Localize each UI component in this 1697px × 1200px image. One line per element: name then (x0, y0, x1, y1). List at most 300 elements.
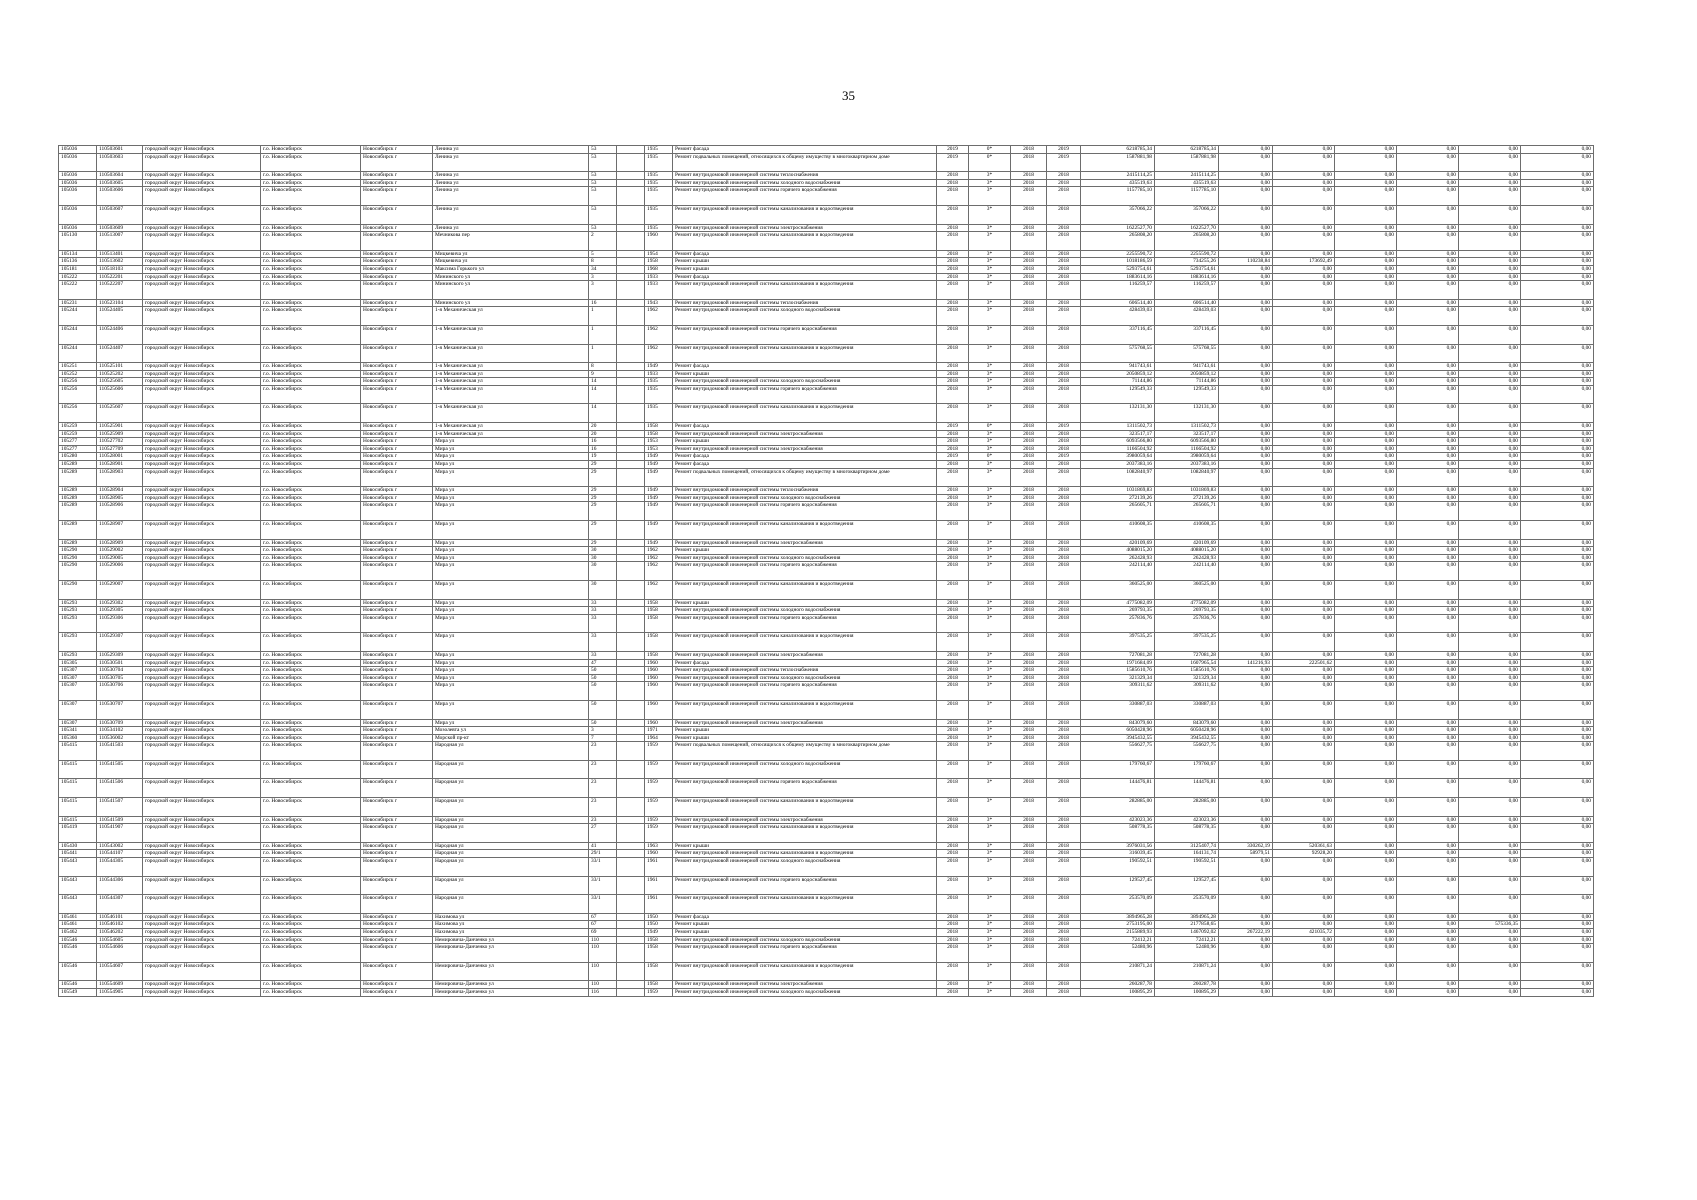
cell-build-year: 1959 (645, 760, 673, 779)
cell-start-year: 2018 (1011, 554, 1047, 562)
cell-amount-c: 0,00 (1335, 539, 1397, 547)
cell-building (617, 404, 645, 423)
table-row (59, 385, 1594, 404)
cell-row-id: 105289 (59, 494, 97, 502)
table-row (59, 614, 1594, 633)
cell-build-year: 1958 (645, 944, 673, 963)
table-row (59, 430, 1594, 438)
cell-work-code: 110503605 (97, 179, 143, 187)
cell-total-cost: 330887,03 (1081, 700, 1155, 719)
cell-amount-c: 0,00 (1335, 562, 1397, 581)
cell-district: г.о. Новосибирск (261, 187, 361, 206)
cell-start-year: 2018 (1011, 179, 1047, 187)
cell-amount-f: 0,00 (1521, 858, 1594, 877)
cell-total-cost: 72412,21 (1081, 936, 1155, 944)
cell-total-cost: 1971684,09 (1081, 659, 1155, 667)
cell-building (617, 146, 645, 154)
cell-amount-b: 0,00 (1273, 562, 1335, 581)
cell-amount-d: 0,00 (1397, 921, 1459, 929)
cell-plan-year: 2018 (937, 734, 969, 742)
cell-row-id: 105443 (59, 895, 97, 914)
cell-mark: 3* (969, 179, 1011, 187)
cell-work-code: 110554605 (97, 936, 143, 944)
cell-mark: 3* (969, 929, 1011, 937)
cell-work-code: 110528909 (97, 539, 143, 547)
cell-street: Немировича-Данченко ул (433, 936, 589, 944)
cell-start-year: 2018 (1011, 232, 1047, 251)
cell-amount-a: 0,00 (1219, 667, 1273, 675)
cell-amount-f: 0,00 (1521, 682, 1594, 701)
cell-end-year: 2018 (1047, 547, 1081, 555)
cell-work-code: 110525101 (97, 363, 143, 371)
cell-municipality: городской округ Новосибирск (143, 580, 261, 599)
cell-start-year: 2018 (1011, 281, 1047, 300)
cell-amount-f: 0,00 (1521, 734, 1594, 742)
cell-amount-b: 0,00 (1273, 146, 1335, 154)
cell-amount-d: 0,00 (1397, 651, 1459, 659)
cell-district: г.о. Новосибирск (261, 265, 361, 273)
cell-building (617, 798, 645, 817)
cell-city: Новосибирск г (361, 423, 433, 431)
cell-amount-b: 0,00 (1273, 273, 1335, 281)
cell-end-year: 2018 (1047, 936, 1081, 944)
cell-amount-c: 0,00 (1335, 734, 1397, 742)
cell-amount-f: 0,00 (1521, 700, 1594, 719)
cell-work-type: Ремонт внутридомовой инженерной системы электроснабжения (673, 981, 937, 989)
cell-build-year: 1949 (645, 468, 673, 487)
cell-amount-f: 0,00 (1521, 281, 1594, 300)
cell-total-cost: 410608,35 (1081, 521, 1155, 540)
cell-district: г.о. Новосибирск (261, 438, 361, 446)
cell-house-number: 29/1 (589, 850, 617, 858)
cell-work-type: Ремонт внутридомовой инженерной системы горячего водоснабжения (673, 187, 937, 206)
cell-row-id: 105293 (59, 633, 97, 652)
cell-work-type: Ремонт внутридомовой инженерной системы электроснабжения (673, 816, 937, 824)
cell-mark: 3* (969, 438, 1011, 446)
cell-build-year: 1949 (645, 929, 673, 937)
cell-amount-c: 0,00 (1335, 232, 1397, 251)
cell-end-year: 2018 (1047, 404, 1081, 423)
cell-municipality: городской округ Новосибирск (143, 224, 261, 232)
cell-municipality: городской округ Новосибирск (143, 659, 261, 667)
cell-building (617, 858, 645, 877)
cell-row-id: 105341 (59, 727, 97, 735)
cell-amount-d: 0,00 (1397, 404, 1459, 423)
cell-fund-sum: 3125407,74 (1155, 842, 1219, 850)
cell-amount-c: 0,00 (1335, 936, 1397, 944)
cell-work-code: 110530705 (97, 674, 143, 682)
cell-building (617, 633, 645, 652)
cell-district: г.о. Новосибирск (261, 385, 361, 404)
cell-amount-b: 222501,62 (1273, 659, 1335, 667)
cell-city: Новосибирск г (361, 438, 433, 446)
cell-mark: 3* (969, 936, 1011, 944)
cell-building (617, 988, 645, 996)
cell-city: Новосибирск г (361, 539, 433, 547)
cell-house-number: 33 (589, 614, 617, 633)
cell-plan-year: 2018 (937, 719, 969, 727)
cell-build-year: 1958 (645, 430, 673, 438)
cell-build-year: 1963 (645, 842, 673, 850)
cell-municipality: городской округ Новосибирск (143, 962, 261, 981)
cell-house-number: 2 (589, 232, 617, 251)
cell-start-year: 2018 (1011, 850, 1047, 858)
cell-mark: 0* (969, 153, 1011, 172)
cell-city: Новосибирск г (361, 187, 433, 206)
cell-municipality: городской округ Новосибирск (143, 633, 261, 652)
cell-total-cost: 3976031,56 (1081, 842, 1155, 850)
cell-plan-year: 2018 (937, 430, 969, 438)
cell-fund-sum: 4775082,09 (1155, 599, 1219, 607)
cell-amount-c: 0,00 (1335, 667, 1397, 675)
cell-amount-b: 0,00 (1273, 265, 1335, 273)
cell-building (617, 614, 645, 633)
cell-row-id: 105289 (59, 539, 97, 547)
cell-district: г.о. Новосибирск (261, 824, 361, 843)
cell-amount-b: 0,00 (1273, 667, 1335, 675)
cell-total-cost: 2415114,25 (1081, 172, 1155, 180)
cell-municipality: городской округ Новосибирск (143, 438, 261, 446)
cell-amount-c: 0,00 (1335, 614, 1397, 633)
cell-work-code: 110503607 (97, 205, 143, 224)
cell-amount-b: 0,00 (1273, 461, 1335, 469)
cell-fund-sum: 5293754,61 (1155, 265, 1219, 273)
table-row (59, 798, 1594, 817)
cell-amount-f: 0,00 (1521, 378, 1594, 386)
cell-district: г.о. Новосибирск (261, 936, 361, 944)
cell-mark: 3* (969, 988, 1011, 996)
cell-city: Новосибирск г (361, 250, 433, 258)
cell-total-cost: 144476,81 (1081, 779, 1155, 798)
cell-city: Новосибирск г (361, 599, 433, 607)
cell-amount-d: 0,00 (1397, 232, 1459, 251)
cell-amount-c: 0,00 (1335, 430, 1397, 438)
cell-amount-e: 0,00 (1459, 232, 1521, 251)
cell-street: Мира ул (433, 539, 589, 547)
cell-fund-sum: 397535,25 (1155, 633, 1219, 652)
cell-amount-c: 0,00 (1335, 816, 1397, 824)
cell-work-code: 110530707 (97, 700, 143, 719)
cell-work-type: Ремонт внутридомовой инженерной системы теплоснабжения (673, 667, 937, 675)
cell-row-id: 105307 (59, 674, 97, 682)
cell-house-number: 110 (589, 936, 617, 944)
cell-house-number: 20 (589, 423, 617, 431)
table-row (59, 487, 1594, 495)
cell-plan-year: 2018 (937, 273, 969, 281)
cell-amount-f: 0,00 (1521, 521, 1594, 540)
cell-amount-f: 0,00 (1521, 633, 1594, 652)
cell-plan-year: 2018 (937, 876, 969, 895)
cell-amount-f: 0,00 (1521, 651, 1594, 659)
cell-amount-c: 0,00 (1335, 850, 1397, 858)
cell-end-year: 2018 (1047, 325, 1081, 344)
cell-start-year: 2018 (1011, 325, 1047, 344)
cell-build-year: 1958 (645, 633, 673, 652)
cell-work-type: Ремонт внутридомовой инженерной системы канализования и водоотведения (673, 521, 937, 540)
cell-end-year: 2018 (1047, 461, 1081, 469)
cell-building (617, 895, 645, 914)
cell-amount-f: 0,00 (1521, 146, 1594, 154)
cell-amount-b: 173692,49 (1273, 258, 1335, 266)
cell-city: Новосибирск г (361, 682, 433, 701)
cell-work-type: Ремонт внутридомовой инженерной системы горячего водоснабжения (673, 325, 937, 344)
cell-start-year: 2018 (1011, 988, 1047, 996)
cell-municipality: городской округ Новосибирск (143, 547, 261, 555)
cell-amount-e: 0,00 (1459, 779, 1521, 798)
cell-amount-b: 0,00 (1273, 423, 1335, 431)
cell-work-type: Ремонт внутридомовой инженерной системы канализования и водоотведения (673, 895, 937, 914)
cell-amount-c: 0,00 (1335, 944, 1397, 963)
cell-amount-f: 0,00 (1521, 423, 1594, 431)
cell-amount-b: 0,00 (1273, 876, 1335, 895)
cell-row-id: 105307 (59, 682, 97, 701)
cell-street: Мира ул (433, 682, 589, 701)
cell-district: г.о. Новосибирск (261, 895, 361, 914)
cell-work-type: Ремонт крыши (673, 727, 937, 735)
cell-building (617, 936, 645, 944)
cell-build-year: 1958 (645, 607, 673, 615)
cell-work-code: 110528001 (97, 453, 143, 461)
cell-plan-year: 2018 (937, 850, 969, 858)
cell-amount-c: 0,00 (1335, 727, 1397, 735)
cell-amount-d: 0,00 (1397, 521, 1459, 540)
cell-end-year: 2018 (1047, 385, 1081, 404)
cell-amount-e: 0,00 (1459, 445, 1521, 453)
cell-end-year: 2018 (1047, 876, 1081, 895)
cell-start-year: 2018 (1011, 370, 1047, 378)
cell-fund-sum: 1166504,92 (1155, 445, 1219, 453)
cell-start-year: 2018 (1011, 205, 1047, 224)
cell-city: Новосибирск г (361, 232, 433, 251)
cell-plan-year: 2018 (937, 258, 969, 266)
cell-work-type: Ремонт подвальных помещений, относящихся к общему имуществу в многоквартирном доме (673, 153, 937, 172)
cell-amount-e: 0,00 (1459, 153, 1521, 172)
cell-work-code: 110554905 (97, 988, 143, 996)
cell-work-code: 110530706 (97, 682, 143, 701)
cell-plan-year: 2018 (937, 798, 969, 817)
cell-amount-c: 0,00 (1335, 487, 1397, 495)
cell-build-year: 1960 (645, 682, 673, 701)
cell-amount-d: 0,00 (1397, 363, 1459, 371)
cell-amount-c: 0,00 (1335, 187, 1397, 206)
cell-start-year: 2018 (1011, 929, 1047, 937)
cell-work-type: Ремонт фасада (673, 913, 937, 921)
cell-fund-sum: 71144,86 (1155, 378, 1219, 386)
cell-amount-c: 0,00 (1335, 461, 1397, 469)
cell-total-cost: 210871,24 (1081, 962, 1155, 981)
cell-house-number: 23 (589, 742, 617, 761)
cell-amount-a: 0,00 (1219, 273, 1273, 281)
cell-street: Мицкевича ул (433, 258, 589, 266)
table-row (59, 445, 1594, 453)
cell-amount-c: 0,00 (1335, 299, 1397, 307)
table-row (59, 981, 1594, 989)
cell-start-year: 2018 (1011, 962, 1047, 981)
cell-building (617, 172, 645, 180)
cell-city: Новосибирск г (361, 633, 433, 652)
cell-amount-f: 0,00 (1521, 187, 1594, 206)
cell-work-type: Ремонт внутридомовой инженерной системы канализования и водоотведения (673, 850, 937, 858)
cell-start-year: 2018 (1011, 944, 1047, 963)
cell-build-year: 1950 (645, 913, 673, 921)
cell-street: 1-я Механическая ул (433, 423, 589, 431)
cell-amount-f: 0,00 (1521, 487, 1594, 495)
cell-total-cost: 575768,55 (1081, 344, 1155, 363)
cell-row-id: 105277 (59, 438, 97, 446)
cell-municipality: городской округ Новосибирск (143, 325, 261, 344)
cell-work-code: 110523104 (97, 299, 143, 307)
cell-amount-b: 0,00 (1273, 502, 1335, 521)
cell-district: г.о. Новосибирск (261, 502, 361, 521)
cell-city: Новосибирск г (361, 502, 433, 521)
cell-amount-f: 0,00 (1521, 580, 1594, 599)
cell-municipality: городской округ Новосибирск (143, 172, 261, 180)
cell-building (617, 562, 645, 581)
table-row (59, 453, 1594, 461)
cell-fund-sum: 2255590,72 (1155, 250, 1219, 258)
cell-amount-d: 0,00 (1397, 659, 1459, 667)
cell-fund-sum: 323517,17 (1155, 430, 1219, 438)
cell-amount-e: 0,00 (1459, 895, 1521, 914)
cell-plan-year: 2018 (937, 539, 969, 547)
cell-building (617, 929, 645, 937)
cell-building (617, 461, 645, 469)
cell-end-year: 2018 (1047, 962, 1081, 981)
cell-row-id: 105036 (59, 179, 97, 187)
cell-amount-a: 0,00 (1219, 962, 1273, 981)
cell-amount-a: 0,00 (1219, 734, 1273, 742)
cell-plan-year: 2018 (937, 494, 969, 502)
cell-fund-sum: 435519,63 (1155, 179, 1219, 187)
cell-total-cost: 262428,93 (1081, 554, 1155, 562)
cell-plan-year: 2018 (937, 824, 969, 843)
cell-district: г.о. Новосибирск (261, 370, 361, 378)
cell-city: Новосибирск г (361, 404, 433, 423)
cell-row-id: 105259 (59, 423, 97, 431)
cell-amount-f: 0,00 (1521, 674, 1594, 682)
cell-district: г.о. Новосибирск (261, 816, 361, 824)
table-row (59, 281, 1594, 300)
cell-municipality: городской округ Новосибирск (143, 816, 261, 824)
cell-amount-c: 0,00 (1335, 824, 1397, 843)
cell-end-year: 2018 (1047, 494, 1081, 502)
cell-amount-d: 0,00 (1397, 719, 1459, 727)
cell-amount-f: 0,00 (1521, 430, 1594, 438)
cell-plan-year: 2018 (937, 554, 969, 562)
cell-mark: 3* (969, 651, 1011, 659)
cell-amount-a: 0,00 (1219, 719, 1273, 727)
cell-fund-sum: 272139,26 (1155, 494, 1219, 502)
cell-row-id: 105244 (59, 325, 97, 344)
cell-work-code: 110529006 (97, 562, 143, 581)
cell-city: Новосибирск г (361, 487, 433, 495)
cell-amount-b: 0,00 (1273, 187, 1335, 206)
cell-start-year: 2018 (1011, 224, 1047, 232)
cell-build-year: 1949 (645, 539, 673, 547)
table-row (59, 921, 1594, 929)
cell-amount-f: 0,00 (1521, 607, 1594, 615)
table-row (59, 146, 1594, 154)
cell-amount-f: 0,00 (1521, 325, 1594, 344)
cell-building (617, 179, 645, 187)
cell-amount-b: 0,00 (1273, 430, 1335, 438)
cell-amount-a: 0,00 (1219, 562, 1273, 581)
cell-house-number: 29 (589, 502, 617, 521)
table-row (59, 734, 1594, 742)
cell-mark: 3* (969, 599, 1011, 607)
cell-row-id: 105256 (59, 404, 97, 423)
cell-build-year: 1960 (645, 719, 673, 727)
cell-amount-a: 0,00 (1219, 430, 1273, 438)
cell-row-id: 105290 (59, 554, 97, 562)
cell-municipality: городской округ Новосибирск (143, 423, 261, 431)
cell-building (617, 760, 645, 779)
cell-end-year: 2018 (1047, 895, 1081, 914)
cell-amount-f: 0,00 (1521, 461, 1594, 469)
cell-fund-sum: 423023,36 (1155, 816, 1219, 824)
cell-amount-d: 0,00 (1397, 172, 1459, 180)
cell-city: Новосибирск г (361, 146, 433, 154)
cell-total-cost: 397535,25 (1081, 633, 1155, 652)
cell-amount-e: 0,00 (1459, 438, 1521, 446)
cell-total-cost: 260287,78 (1081, 981, 1155, 989)
cell-work-code: 110544306 (97, 876, 143, 895)
cell-fund-sum: 4088015,20 (1155, 547, 1219, 555)
cell-amount-a: 0,00 (1219, 944, 1273, 963)
cell-amount-f: 0,00 (1521, 944, 1594, 963)
cell-work-code: 110524406 (97, 325, 143, 344)
cell-city: Новосибирск г (361, 363, 433, 371)
cell-building (617, 554, 645, 562)
cell-amount-c: 0,00 (1335, 876, 1397, 895)
table-row (59, 187, 1594, 206)
cell-amount-b: 0,00 (1273, 981, 1335, 989)
cell-amount-e: 0,00 (1459, 281, 1521, 300)
cell-start-year: 2018 (1011, 363, 1047, 371)
cell-amount-a: 0,00 (1219, 988, 1273, 996)
cell-amount-d: 0,00 (1397, 700, 1459, 719)
cell-mark: 3* (969, 876, 1011, 895)
cell-amount-a: 0,00 (1219, 232, 1273, 251)
cell-work-type: Ремонт внутридомовой инженерной системы горячего водоснабжения (673, 682, 937, 701)
cell-district: г.о. Новосибирск (261, 423, 361, 431)
cell-amount-b: 0,00 (1273, 936, 1335, 944)
cell-municipality: городской округ Новосибирск (143, 370, 261, 378)
cell-row-id: 105130 (59, 232, 97, 251)
cell-municipality: городской округ Новосибирск (143, 850, 261, 858)
cell-amount-d: 0,00 (1397, 779, 1459, 798)
cell-plan-year: 2018 (937, 299, 969, 307)
cell-house-number: 53 (589, 224, 617, 232)
cell-mark: 3* (969, 895, 1011, 914)
cell-fund-sum: 2415114,25 (1155, 172, 1219, 180)
cell-amount-e: 0,00 (1459, 842, 1521, 850)
cell-row-id: 105307 (59, 719, 97, 727)
cell-start-year: 2018 (1011, 580, 1047, 599)
cell-district: г.о. Новосибирск (261, 468, 361, 487)
cell-building (617, 232, 645, 251)
cell-start-year: 2018 (1011, 742, 1047, 761)
cell-street: Мира ул (433, 651, 589, 659)
cell-house-number: 16 (589, 438, 617, 446)
cell-row-id: 105293 (59, 599, 97, 607)
cell-mark: 3* (969, 370, 1011, 378)
cell-mark: 3* (969, 760, 1011, 779)
cell-mark: 3* (969, 667, 1011, 675)
cell-total-cost: 129549,33 (1081, 385, 1155, 404)
table-row (59, 580, 1594, 599)
cell-plan-year: 2018 (937, 179, 969, 187)
